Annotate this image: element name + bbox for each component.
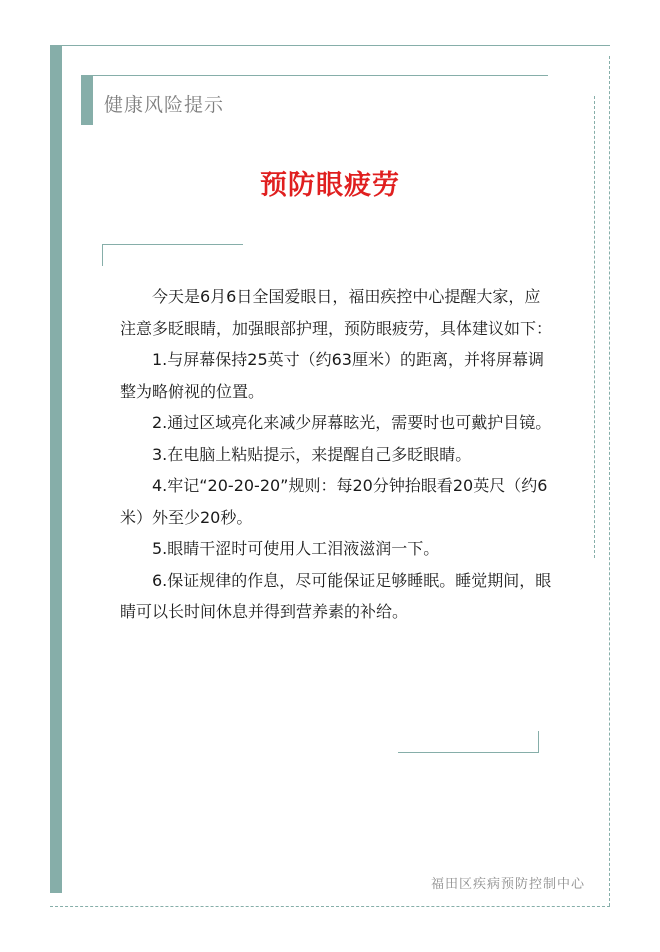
tip-paragraph-4: 4.牢记“20-20-20”规则：每20分钟抬眼看20英尺（约6米）外至少20秒。 (120, 476, 548, 527)
header-tag-bar (81, 75, 93, 125)
footer-organization: 福田区疾病预防控制中心 (430, 877, 585, 892)
page-title: 预防眼疲劳 (260, 170, 400, 201)
bottom-dashed-border (50, 906, 610, 907)
top-border-line (62, 45, 610, 46)
intro-paragraph: 今天是6月6日全国爱眼日，福田疾控中心提醒大家，应注意多眨眼睛，加强眼部护理，预防眼疲劳，具体建议如下： (120, 287, 553, 338)
tip-paragraph-6: 6.保证规律的作息，尽可能保证足够睡眠。睡觉期间，眼睛可以长时间休息并得到营养素的补给。 (120, 570, 552, 621)
article-body (120, 281, 552, 628)
tip-paragraph-2: 2.通过区域亮化来减少屏幕眩光，需要时也可戴护目镜。 (152, 413, 552, 432)
top-left-bracket (102, 244, 243, 266)
bottom-right-bracket (398, 731, 539, 753)
tip-paragraph-1: 1.与屏幕保持25英寸（约63厘米）的距离，并将屏幕调整为略俯视的位置。 (120, 350, 544, 401)
header-tag-line (93, 75, 548, 76)
tip-paragraph-3: 3.在电脑上粘贴提示，来提醒自己多眨眼睛。 (152, 444, 472, 464)
tip-paragraph-5: 5.眼睛干涩时可使用人工泪液滋润一下。 (152, 539, 440, 558)
header-tag-text: 健康风险提示 (104, 94, 225, 116)
